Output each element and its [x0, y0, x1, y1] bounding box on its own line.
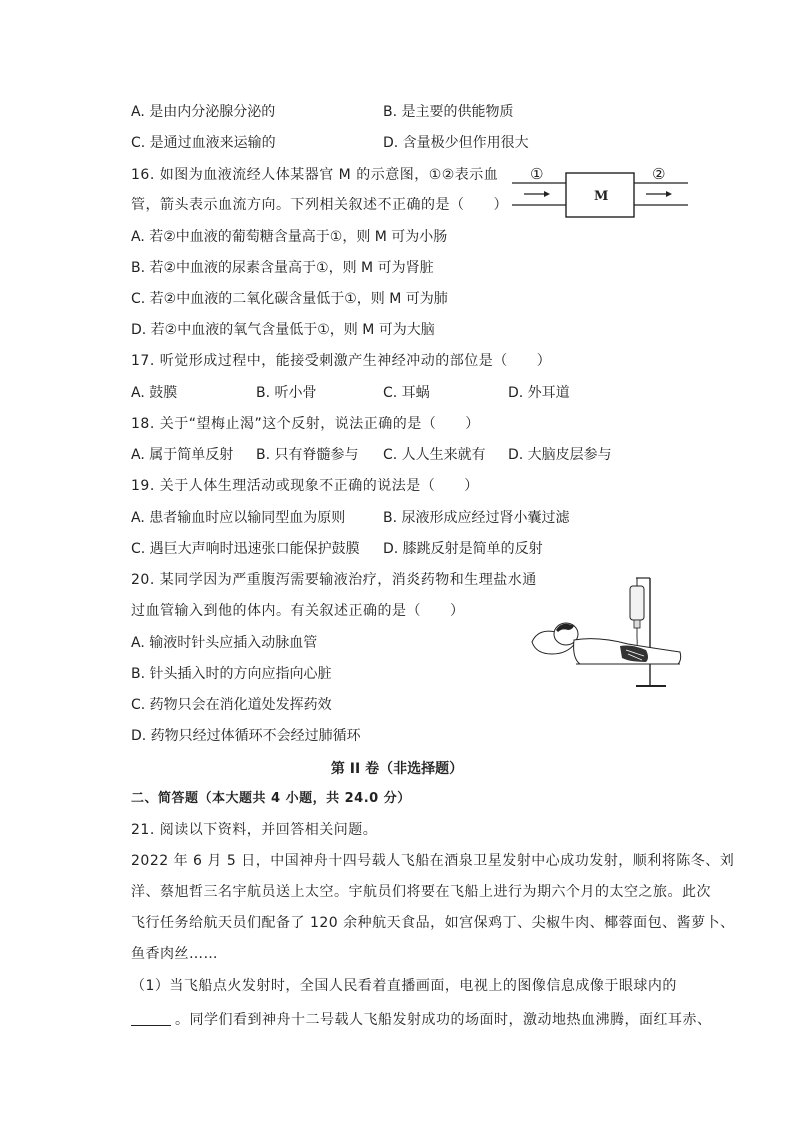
q21-sub1-line2: [131, 1010, 712, 1030]
q18-option-b: B. 只有脊髓参与: [256, 447, 359, 463]
q17-option-d: D. 外耳道: [508, 385, 570, 401]
q15-option-d: D. 含量极少但作用很大: [383, 135, 529, 151]
q16-option-b: B. 若②中血液的尿素含量高于①，则 M 可为肾脏: [131, 260, 434, 276]
q18-option-a: A. 属于简单反射: [131, 447, 234, 463]
q18-option-c: C. 人人生来就有: [383, 447, 486, 463]
q19-option-a: A. 患者输血时应以输同型血为原则: [131, 510, 346, 526]
q17-option-b: B. 听小骨: [256, 385, 317, 401]
q15-option-b: B. 是主要的供能物质: [383, 104, 514, 120]
q16-option-a: A. 若②中血液的葡萄糖含量高于①，则 M 可为小肠: [131, 229, 448, 245]
answer-blank[interactable]: [131, 1011, 171, 1026]
q15-option-c: C. 是通过血液来运输的: [131, 135, 276, 151]
q17-stem: 17. 听觉形成过程中，能接受刺激产生神经冲动的部位是（ ）: [131, 353, 552, 369]
q21-paragraph-line2: 洋、蔡旭哲三名宇航员送上太空。宇航员们将要在飞船上进行为期六个月的太空之旅。此次: [131, 884, 711, 900]
q20-stem-line1: 20. 某同学因为严重腹泻需要输液治疗，消炎药物和生理盐水通: [131, 572, 537, 588]
q20-option-d: D. 药物只经过体循环不会经过肺循环: [131, 728, 361, 744]
q16-option-d: D. 若②中血液的氧气含量低于①，则 M 可为大脑: [131, 322, 435, 338]
q15-option-a: A. 是由内分泌腺分泌的: [131, 104, 276, 120]
diagram-organ-label: M: [594, 189, 609, 204]
blood-flow-diagram: [510, 165, 690, 223]
q21-paragraph-line4: 鱼香肉丝……: [131, 946, 218, 962]
section-heading: 二、简答题（本大题共 4 小题，共 24.0 分）: [131, 791, 411, 806]
diagram-label-in: ①: [530, 165, 544, 183]
q17-option-c: C. 耳蜗: [383, 385, 430, 401]
q17-option-a: A. 鼓膜: [131, 385, 178, 401]
section-title: 第 II 卷（非选择题）: [330, 761, 464, 777]
q16-option-c: C. 若②中血液的二氧化碳含量低于①，则 M 可为肺: [131, 291, 448, 307]
q18-stem: 18. 关于“望梅止渴”这个反射，说法正确的是（ ）: [131, 416, 480, 432]
q21-stem: 21. 阅读以下资料，并回答相关问题。: [131, 822, 378, 838]
q16-stem-line2: 管，箭头表示血流方向。下列相关叙述不正确的是（ ）: [131, 197, 508, 213]
q20-option-a: A. 输液时针头应插入动脉血管: [131, 635, 318, 651]
q19-option-b: B. 尿液形成应经过肾小囊过滤: [383, 510, 570, 526]
q20-option-b: B. 针头插入时的方向应指向心脏: [131, 666, 332, 682]
q18-option-d: D. 大脑皮层参与: [508, 447, 612, 463]
q16-stem-line1: 16. 如图为血液流经人体某器官 M 的示意图，①②表示血: [131, 167, 499, 183]
q19-stem: 19. 关于人体生理活动或现象不正确的说法是（ ）: [131, 478, 479, 494]
diagram-label-out: ②: [652, 165, 666, 183]
q21-sub1-line2-text: 。同学们看到神舟十二号载人飞船发射成功的场面时，激动地热血沸腾，面红耳赤、: [175, 1012, 712, 1028]
q21-paragraph-line1: 2022 年 6 月 5 日，中国神舟十四号载人飞船在酒泉卫星发射中心成功发射，顺利将陈冬、刘: [131, 853, 735, 869]
q19-option-d: D. 膝跳反射是简单的反射: [383, 541, 543, 557]
iv-drip-illustration: [528, 570, 688, 692]
q20-stem-line2: 过血管输入到他的体内。有关叙述正确的是（ ）: [131, 603, 465, 619]
q19-option-c: C. 遇巨大声响时迅速张口能保护鼓膜: [131, 541, 360, 557]
q21-paragraph-line3: 飞行任务给航天员们配备了 120 余种航天食品，如宫保鸡丁、尖椒牛肉、椰蓉面包、酱萝卜、: [131, 915, 735, 931]
q20-option-c: C. 药物只会在消化道处发挥药效: [131, 697, 332, 713]
q21-sub1-line1: （1）当飞船点火发射时，全国人民看着直播画面，电视上的图像信息成像于眼球内的: [131, 978, 677, 994]
